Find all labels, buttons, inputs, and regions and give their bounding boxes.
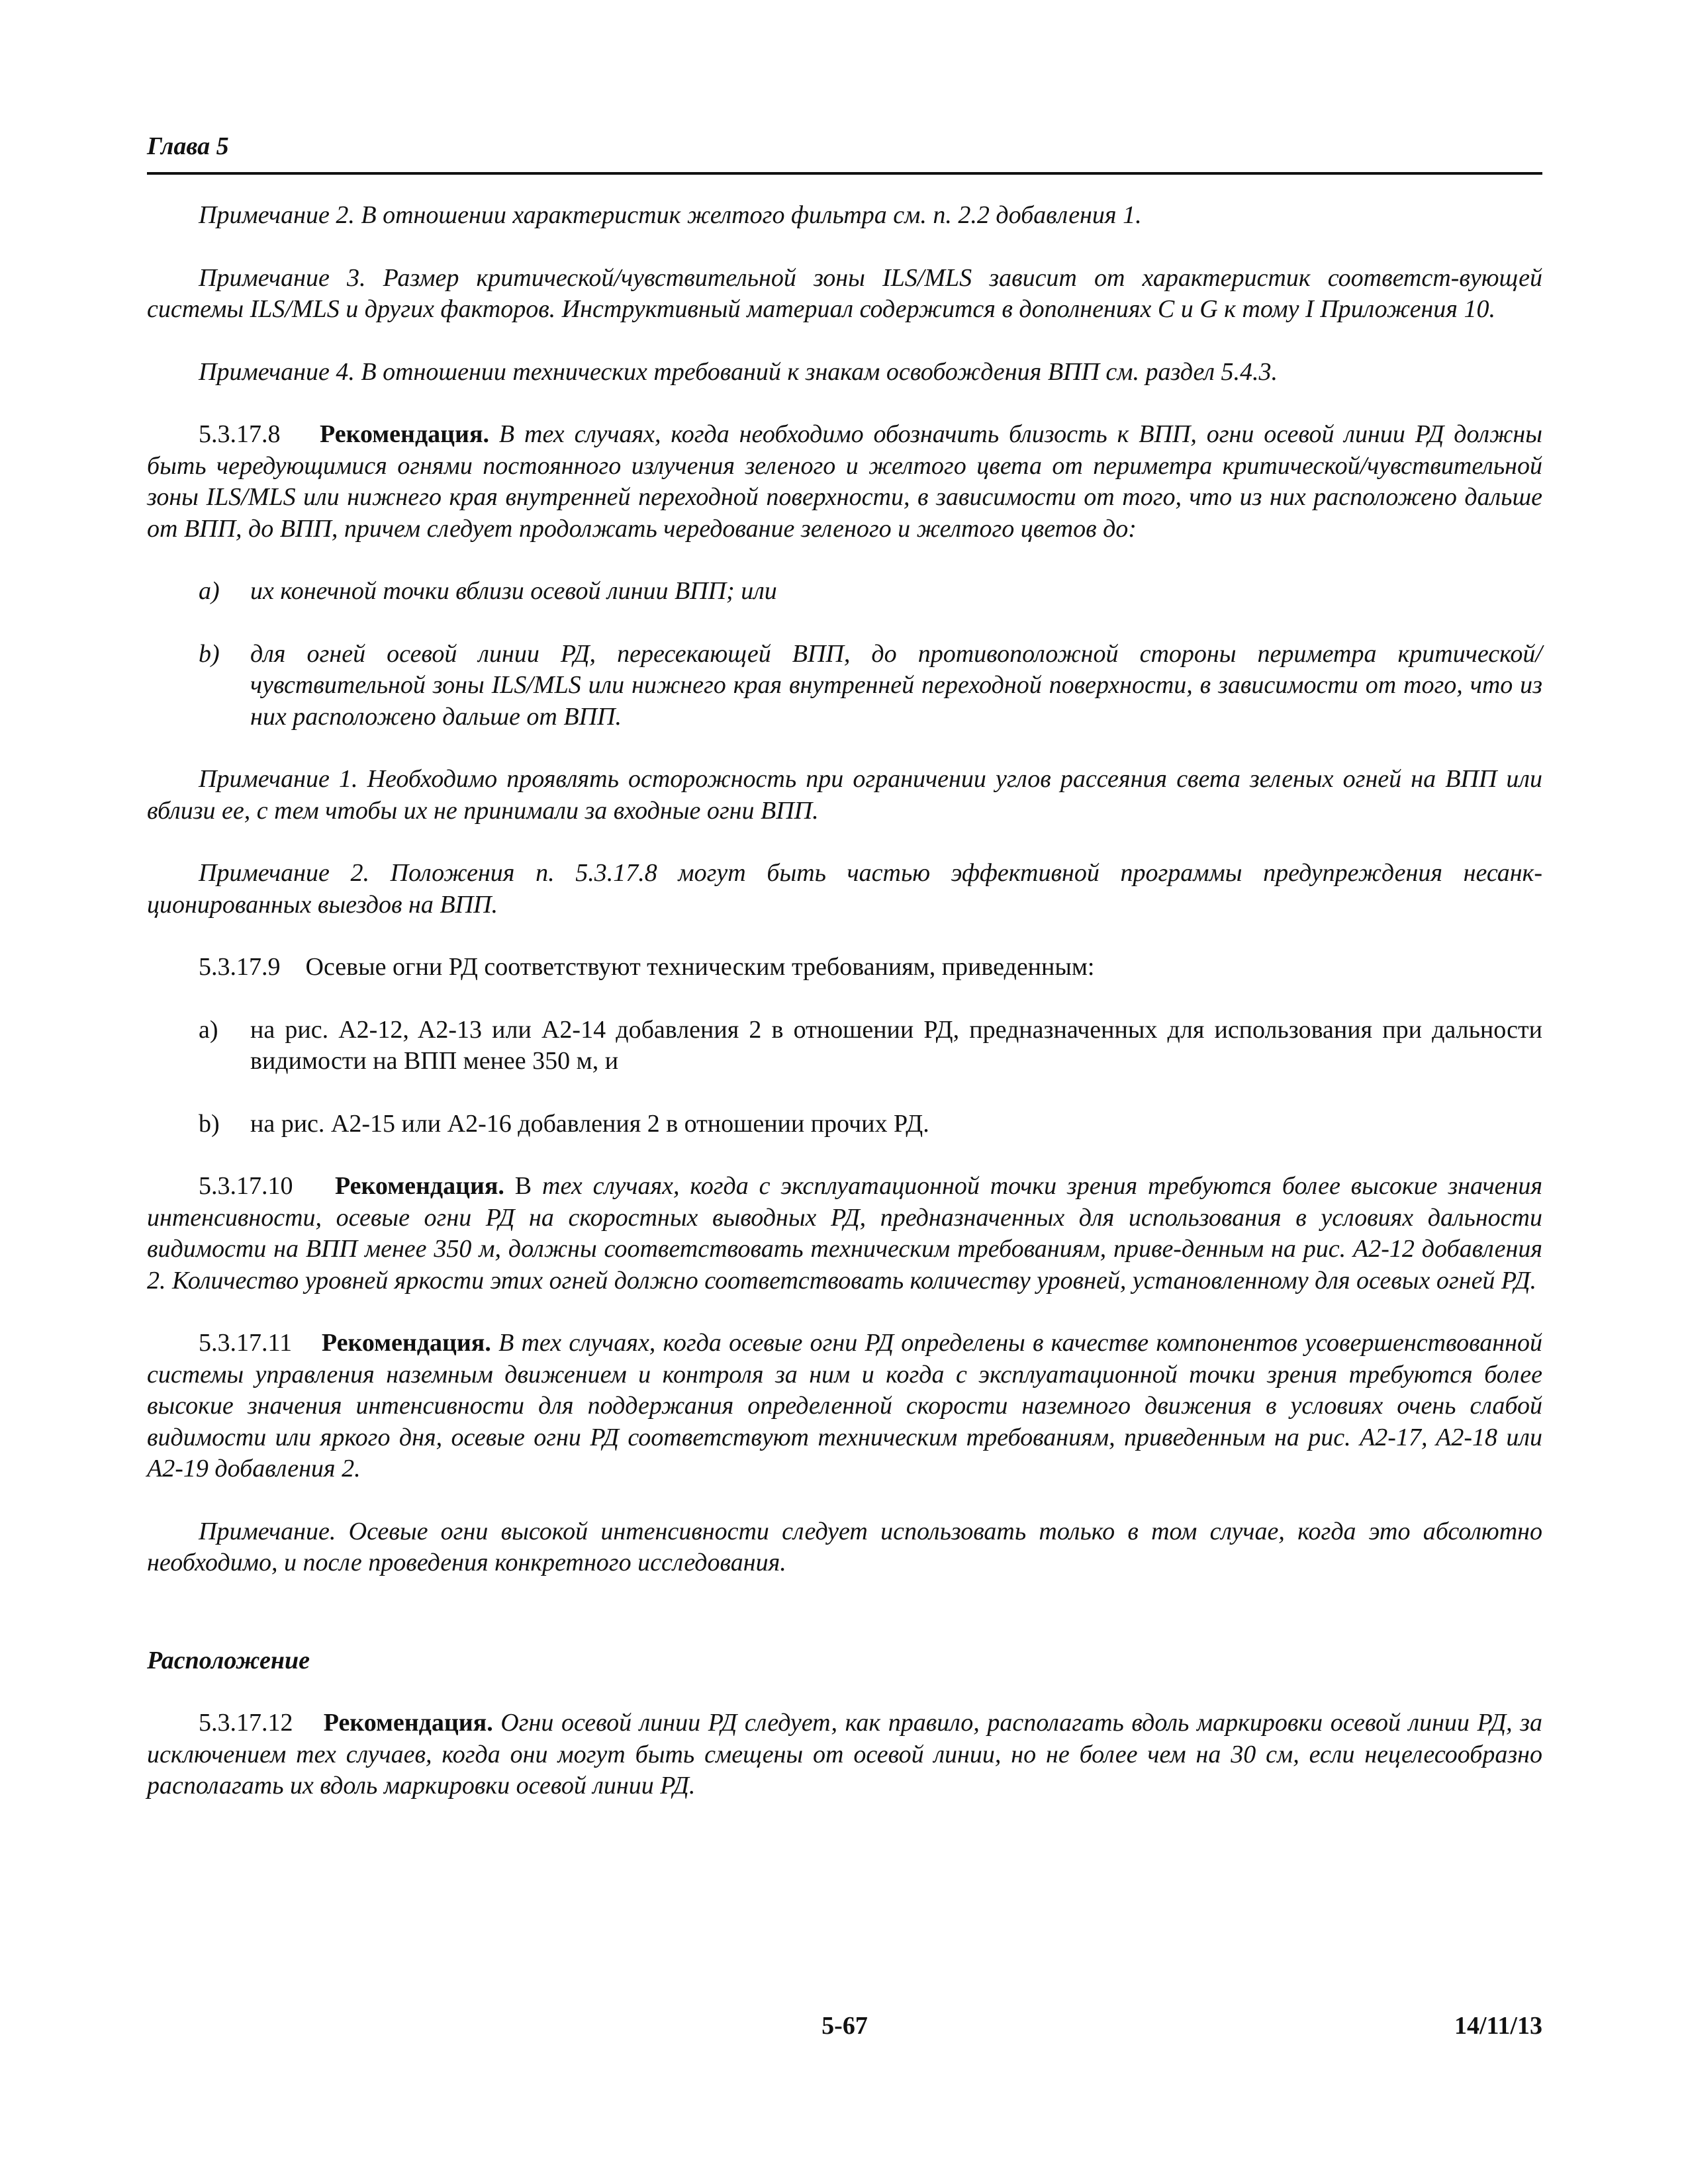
paragraph-number: 5.3.17.9	[199, 953, 281, 981]
paragraph-5-3-17-9	[147, 952, 1542, 983]
page-date: 14/11/13	[1454, 2012, 1542, 2040]
paragraph-5-3-17-12	[147, 1707, 1542, 1802]
paragraph-5-3-17-8	[147, 419, 1542, 545]
note-2: Примечание 2. В отношении характеристик желтого фильтра см. п. 2.2 добавления 1.	[199, 201, 1142, 229]
recommendation-label: Рекомендация.	[321, 1329, 491, 1357]
paragraph-text: В тех случаях, когда необходимо обозначить близость к ВПП, огни осевой линии РД должны быть чередующимися огнями постоянного излучения зеленого и желтого цвета от периметра критической/чувствительной зоны ILS/MLS или нижнего края внутренней переходной поверхности, в зависимости от того, что из них расположено дальше от ВПП, до ВПП, причем следует продолжать чередование зеленого и желтого цветов до:	[147, 420, 1543, 543]
header-rule	[147, 172, 1542, 175]
list-item-a	[147, 1015, 1542, 1077]
list-text: их конечной точки вблизи осевой линии ВПП; или	[250, 577, 777, 605]
list-item-b	[147, 639, 1542, 733]
list-text: на рис. A2-15 или A2-16 добавления 2 в отношении прочих РД.	[250, 1109, 929, 1138]
chapter-header: Глава 5	[147, 132, 229, 160]
list-label: a)	[199, 577, 220, 605]
note-8-1: Примечание 1. Необходимо проявлять осторожность при ограничении углов рассеяния света зеленых огней на ВПП или вблизи ее, с тем чтобы их не принимали за входные огни ВПП.	[147, 765, 1542, 825]
list-label: a)	[199, 1015, 218, 1044]
paragraph-number: 5.3.17.12	[199, 1709, 293, 1737]
list-text: на рис. A2-12, A2-13 или A2-14 добавления 2 в отношении РД, предназначенных для использования при дальности видимости на ВПП менее 350 м, и	[250, 1015, 1542, 1075]
paragraph-text: Осевые огни РД соответствуют техническим требованиям, приведенным:	[305, 953, 1095, 981]
list-item-a	[147, 576, 1542, 608]
note-3: Примечание 3. Размер критической/чувствительной зоны ILS/MLS зависит от характеристик соответст-вующей системы ILS/MLS и других факторов. Инструктивный материал содержится в дополнениях C и G к тому I Приложения 10.	[147, 263, 1542, 323]
paragraph-text: Огни осевой линии РД следует, как правило, располагать вдоль маркировки осевой линии РД, за исключением тех случаев, когда они могут быть смещены от осевой линии, но не более чем на 30 см, если нецелесообразно располагать их вдоль маркировки осевой линии РД.	[147, 1709, 1543, 1799]
list-text: для огней осевой линии РД, пересекающей ВПП, до противоположной стороны периметра критической/чувствительной зоны ILS/MLS или нижнего края внутренней переходной поверхности, в зависимости от того, что из них расположено дальше от ВПП.	[250, 639, 1542, 731]
list-label: b)	[199, 639, 220, 668]
recommendation-label: Рекомендация.	[320, 420, 490, 448]
paragraph-text: В тех случаях, когда осевые огни РД определены в качестве компонентов усовершенствованной системы управления наземным движением и контроля за ним и когда с эксплуатационной точки зрения требуются более высокие значения интенсивности для поддержания определенной скорости наземного движения в условиях очень слабой видимости или яркого дня, осевые огни РД соответствуют техническим требованиям, приведенным на рис. A2-17, A2-18 или A2-19 добавления 2.	[147, 1329, 1543, 1482]
paragraph-number: 5.3.17.8	[199, 420, 281, 448]
list-label: b)	[199, 1109, 220, 1138]
paragraph-number: 5.3.17.11	[199, 1329, 293, 1357]
paragraph-text: тех случаях, когда с эксплуатационной точки зрения требуются более высокие значения интенсивности, осевые огни РД на скоростных выводных РД, предназначенных для использования в условиях дальности видимости на ВПП менее 350 м, должны соответствовать техническим требованиям, приве-денным на рис. A2-12 добавления 2. Количество уровней яркости этих огней должно соответствовать количеству уровней, установленному для осевых огней РД.	[147, 1172, 1543, 1295]
page-content	[147, 200, 1542, 1833]
recommendation-label: Рекомендация.	[334, 1172, 504, 1200]
section-heading: Расположение	[147, 1646, 310, 1674]
paragraph-5-3-17-10	[147, 1171, 1542, 1297]
paragraph-first-word: В	[514, 1172, 532, 1200]
list-item-b	[147, 1109, 1542, 1140]
recommendation-label: Рекомендация.	[323, 1709, 493, 1737]
note-4: Примечание 4. В отношении технических требований к знакам освобождения ВПП см. раздел 5.4.3.	[199, 357, 1278, 386]
page-footer	[147, 2009, 1542, 2042]
note-8-2: Примечание 2. Положения п. 5.3.17.8 могут быть частью эффективной программы предупреждения несанк-ционированных выездов на ВПП.	[147, 859, 1542, 919]
paragraph-5-3-17-11	[147, 1328, 1542, 1485]
paragraph-number: 5.3.17.10	[199, 1172, 293, 1200]
page-number: 5-67	[821, 2012, 868, 2040]
note-11: Примечание. Осевые огни высокой интенсивности следует использовать только в том случае, когда это абсолютно необходимо, и после проведения конкретного исследования.	[147, 1517, 1542, 1576]
